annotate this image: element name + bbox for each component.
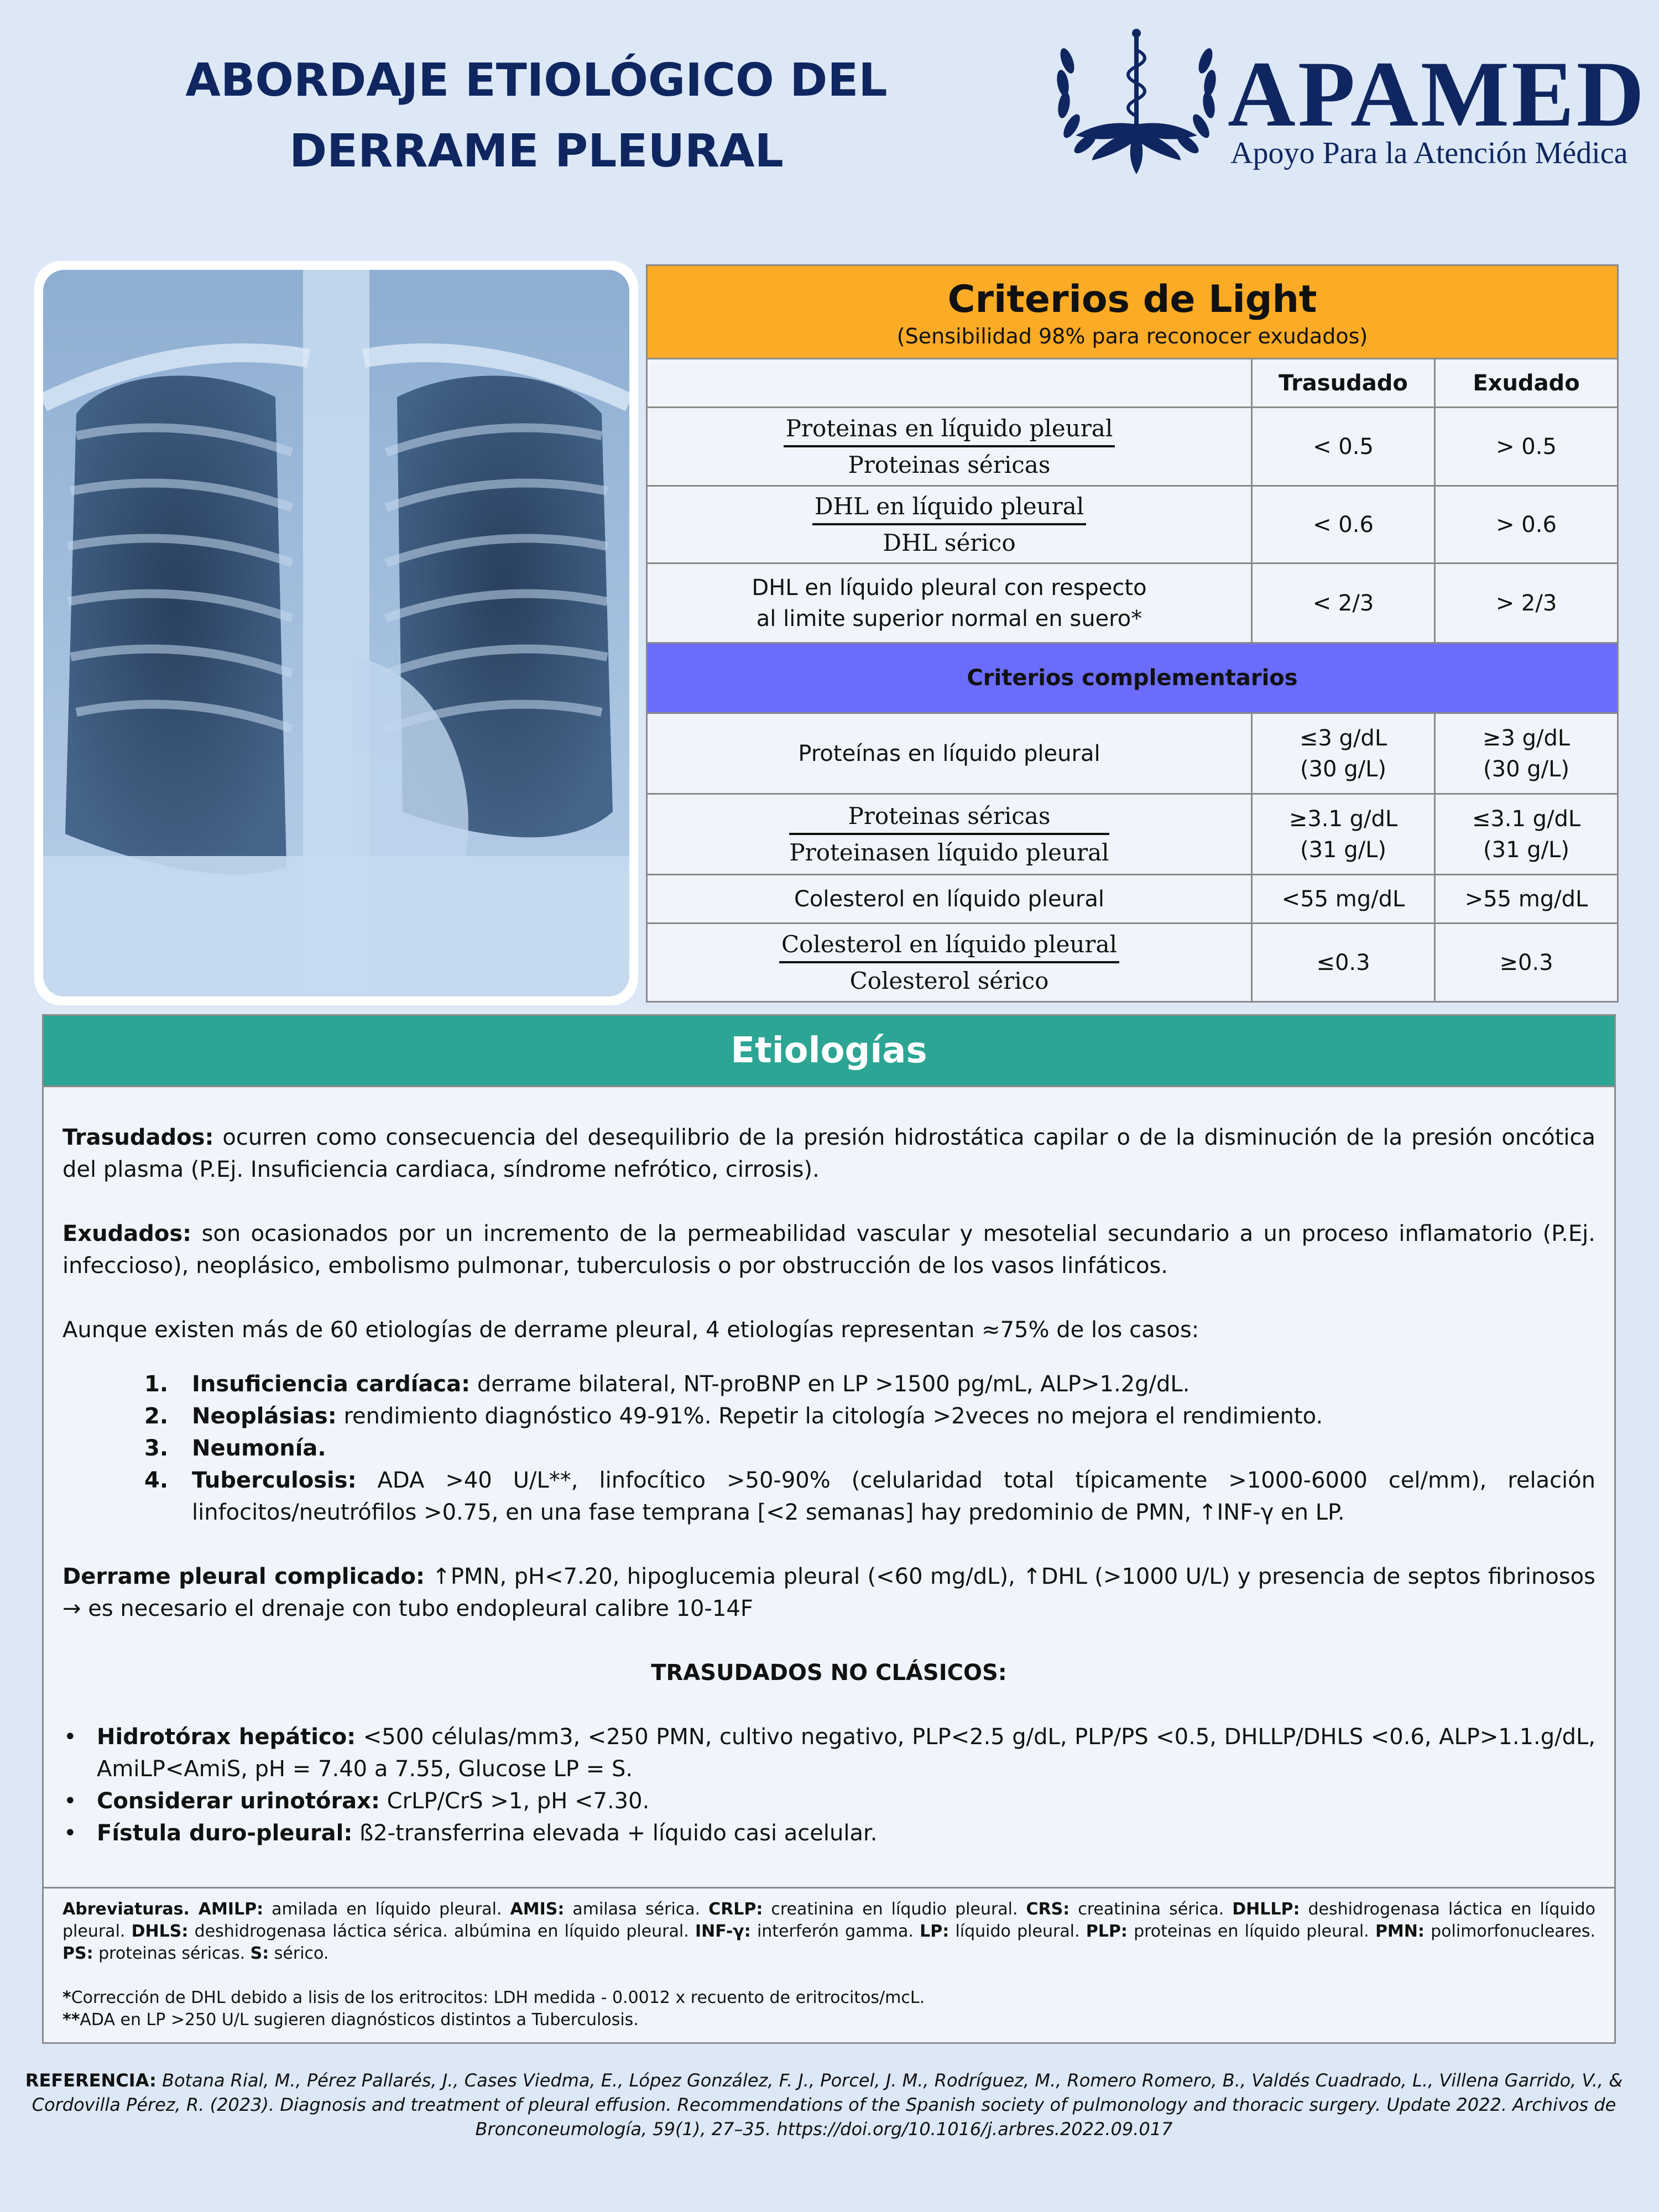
list-item-label: Insuficiencia cardíaca:: [192, 1371, 471, 1397]
list-item: [62, 1400, 1595, 1432]
brand-tagline: Apoyo Para la Atención Médica: [1230, 136, 1628, 170]
abbr-value: interferón gamma.: [750, 1922, 920, 1941]
derrame-complicado-text: ↑PMN, pH<7.20, hipoglucemia pleural (<60 mg/dL), ↑DHL (>1000 U/L) y presencia de septos fibrinosos → es necesario el drenaje con tubo endopleural calibre 10-14F: [62, 1564, 1595, 1621]
reference-label: REFERENCIA:: [25, 2070, 156, 2091]
bullet-text: <500 células/mm3, <250 PMN, cultivo negativo, PLP<2.5 g/dL, PLP/PS <0.5, DHLLP/DHLS <0.6, ALP>1.1.g/dL, AmiLP<AmiS, pH = 7.40 a 7.55, Glucose LP = S.: [97, 1724, 1595, 1782]
value-line2: (31 g/L): [1300, 837, 1386, 863]
etiologies-header: Etiologías: [44, 1016, 1614, 1087]
trasudado-value: <55 mg/dL: [1252, 875, 1435, 924]
col-header-trasudado: Trasudado: [1252, 359, 1435, 408]
bullet-label: Hidrotórax hepático:: [97, 1724, 356, 1750]
abbr-key: LP:: [920, 1922, 950, 1941]
fraction: [789, 801, 1109, 868]
trasudado-value: [1252, 794, 1435, 875]
derrame-complicado-paragraph: [62, 1561, 1595, 1625]
fraction-denominator: Proteinasen líquido pleural: [789, 838, 1109, 866]
trasudados-paragraph: [62, 1121, 1595, 1186]
bullet-label: Fístula duro-pleural:: [97, 1820, 353, 1846]
list-item: [62, 1432, 1595, 1464]
list-number: 1.: [144, 1371, 169, 1397]
etiologies-body: [44, 1087, 1614, 1849]
list-item-label: Neumonía.: [192, 1436, 326, 1461]
value-line1: ≥3 g/dL: [1482, 725, 1571, 751]
chest-xray-image: [43, 270, 629, 997]
list-item-label: Neoplásias:: [192, 1404, 337, 1429]
page-title: [149, 45, 924, 187]
abbr-value: líquido pleural.: [949, 1922, 1086, 1941]
table-row: [647, 486, 1618, 564]
brand-name: APAMED: [1228, 42, 1647, 146]
light-subtitle: (Sensibilidad 98% para reconocer exudados): [896, 324, 1368, 348]
light-title: Criterios de Light: [947, 278, 1317, 321]
etiologies-panel: [42, 1014, 1616, 2044]
abbreviations-section: [44, 1887, 1614, 2042]
fraction-denominator: Colesterol sérico: [849, 967, 1049, 994]
footnote-mark: **: [62, 2010, 80, 2030]
chest-xray-frame: [34, 261, 638, 1005]
trasudado-value: [1252, 713, 1435, 794]
abbr-value: deshidrogenasa láctica sérica. albúmina en líquido pleural.: [188, 1922, 695, 1941]
abbr-key: DHLS:: [131, 1922, 189, 1941]
exudado-value: > 0.6: [1435, 486, 1618, 564]
value-line2: (31 g/L): [1483, 837, 1569, 863]
criterion-label: [647, 408, 1252, 486]
trasudado-value: < 0.5: [1252, 408, 1435, 486]
bullet-text: CrLP/CrS >1, pH <7.30.: [379, 1788, 650, 1814]
reference: [11, 2068, 1637, 2141]
footnote-dhl: [62, 1987, 1595, 2009]
table-row: [647, 875, 1618, 924]
fraction-numerator: Proteinas séricas: [789, 801, 1109, 835]
criterion-label: [647, 794, 1252, 875]
abbr-key: PLP:: [1086, 1922, 1128, 1941]
abbr-value: proteinas en líquido pleural.: [1127, 1922, 1375, 1941]
table-row: [647, 408, 1618, 486]
trasudado-value: < 0.6: [1252, 486, 1435, 564]
criterion-label: [647, 486, 1252, 564]
chest-xray-illustration: [43, 270, 629, 997]
list-item-text: derrame bilateral, NT-proBNP en LP >1500 pg/mL, ALP>1.2g/dL.: [470, 1371, 1190, 1397]
title-line-1: ABORDAJE ETIOLÓGICO DEL: [185, 54, 888, 107]
abbr-key: CRLP:: [708, 1900, 763, 1919]
fraction-numerator: Proteinas en líquido pleural: [784, 413, 1115, 447]
empty-header-cell: [647, 359, 1252, 408]
etiologies-intro: Aunque existen más de 60 etiologías de derrame pleural, 4 etiologías representan ≈75% de los casos:: [62, 1317, 1199, 1343]
fraction-numerator: Colesterol en líquido pleural: [779, 929, 1119, 963]
fraction-numerator: DHL en líquido pleural: [812, 491, 1086, 525]
table-row: [647, 794, 1618, 875]
footnote-text: Corrección de DHL debido a lisis de los eritrocitos: LDH medida - 0.0012 x recuento de eritrocitos/mcL.: [71, 1988, 925, 2007]
exudado-value: ≥0.3: [1435, 924, 1618, 1002]
fraction-denominator: Proteinas séricas: [848, 451, 1051, 478]
exudados-paragraph: [62, 1218, 1595, 1282]
abbr-key: CRS:: [1026, 1900, 1070, 1919]
criterion-label: Colesterol en líquido pleural: [647, 875, 1252, 924]
abbr-value: sérico.: [269, 1944, 329, 1963]
list-item: [62, 1817, 1595, 1849]
no-clasicos-list: [62, 1721, 1595, 1849]
apamed-logo: [1045, 28, 1647, 194]
value-line2: (30 g/L): [1300, 756, 1386, 782]
footnote-ada: [62, 2009, 1595, 2031]
fraction: [784, 413, 1115, 481]
list-item: [62, 1464, 1595, 1528]
value-line1: ≤3 g/dL: [1299, 725, 1387, 751]
abbr-key: S:: [250, 1944, 269, 1963]
abbr-key: PMN:: [1375, 1922, 1425, 1941]
criterion-label-line1: DHL en líquido pleural con respecto: [752, 575, 1147, 601]
abbr-value: proteinas séricas.: [93, 1944, 251, 1963]
list-item-label: Tuberculosis:: [192, 1468, 357, 1493]
abbreviations-paragraph: [62, 1898, 1595, 1965]
abbr-value: deshidrogenasa láctica en líquido pleural.: [62, 1900, 1596, 1941]
abbr-key: INF-γ:: [695, 1922, 751, 1941]
bullet-text: ß2-transferrina elevada + líquido casi acelular.: [352, 1820, 878, 1846]
fraction-denominator: DHL sérico: [883, 529, 1016, 556]
complementary-criteria-header: Criterios complementarios: [647, 643, 1618, 713]
bullet-label: Considerar urinotórax:: [97, 1788, 380, 1814]
derrame-complicado-label: Derrame pleural complicado:: [62, 1564, 425, 1589]
abbr-key: DHLLP:: [1232, 1900, 1300, 1919]
footnote-text: ADA en LP >250 U/L sugieren diagnósticos distintos a Tuberculosis.: [80, 2010, 639, 2030]
exudado-value: >55 mg/dL: [1435, 875, 1618, 924]
col-header-exudado: Exudado: [1435, 359, 1618, 408]
title-line-2: DERRAME PLEURAL: [289, 125, 784, 178]
no-clasicos-heading: TRASUDADOS NO CLÁSICOS:: [651, 1660, 1007, 1686]
table-row: [647, 564, 1618, 643]
abbr-value: amilasa sérica.: [564, 1900, 709, 1919]
reference-text: Botana Rial, M., Pérez Pallarés, J., Cases Viedma, E., López González, F. J., Porcel, J. M., Rodríguez, M., Romero Romero, B., Valdés Cuadrado, L., Villena Garrido, V., & Cordovilla Pérez, R. (2023). Diagnosis and treatment of pleural effusion. Recommendations of the Spanish society of pulmonology and thoracic surgery. Update 2022. Archivos de Bronconeumología, 59(1), 27–35. https://doi.org/10.1016/j.arbres.2022.09.017: [32, 2070, 1623, 2140]
abbr-key: AMIS:: [510, 1900, 565, 1919]
exudado-value: > 0.5: [1435, 408, 1618, 486]
abbr-value: polimorfonucleares.: [1424, 1922, 1595, 1941]
criterion-label: [647, 564, 1252, 643]
trasudados-text: ocurren como consecuencia del desequilibrio de la presión hidrostática capilar o de la disminución de la presión oncótica del plasma (P.Ej. Insuficiencia cardiaca, síndrome nefrótico, cirrosis).: [62, 1125, 1595, 1182]
list-number: 3.: [144, 1436, 169, 1461]
table-row: [647, 713, 1618, 794]
list-item-text: rendimiento diagnóstico 49-91%. Repetir la citología >2veces no mejora el rendimiento.: [336, 1404, 1323, 1429]
trasudado-value: < 2/3: [1252, 564, 1435, 643]
list-item: [62, 1368, 1595, 1400]
list-number: 4.: [144, 1468, 169, 1493]
fraction: [779, 929, 1119, 997]
footnote-mark: *: [62, 1988, 71, 2007]
criterion-label: Proteínas en líquido pleural: [647, 713, 1252, 794]
exudado-value: > 2/3: [1435, 564, 1618, 643]
abbr-value: creatinina sérica.: [1070, 1900, 1233, 1919]
list-item-text: ADA >40 U/L**, linfocítico >50-90% (celularidad total típicamente >1000-6000 cel/mm), relación linfocitos/neutrófilos >0.75, en una fase temprana [<2 semanas] hay predominio de PMN, ↑INF-γ en LP.: [192, 1468, 1595, 1525]
exudados-text: son ocasionados por un incremento de la permeabilidad vascular y mesotelial secundario a un proceso inflamatorio (P.Ej. infeccioso), neoplásico, embolismo pulmonar, tuberculosis o por obstrucción de los vasos linfáticos.: [62, 1221, 1595, 1279]
value-line1: ≤3.1 g/dL: [1472, 806, 1581, 832]
abbr-value: amilada en líquido pleural.: [263, 1900, 510, 1919]
list-item: [62, 1721, 1595, 1785]
abbr-value: creatinina en líqudio pleural.: [763, 1900, 1026, 1919]
value-line1: ≥3.1 g/dL: [1288, 806, 1398, 832]
abbr-key: Abreviaturas. AMILP:: [62, 1900, 264, 1919]
caduceus-eagle-laurel-icon: [1045, 28, 1228, 194]
list-item: [62, 1785, 1595, 1817]
criterion-label: [647, 924, 1252, 1002]
exudado-value: [1435, 794, 1618, 875]
list-number: 2.: [144, 1404, 169, 1429]
criterion-label-line2: al limite superior normal en suero*: [756, 606, 1142, 632]
table-row: [647, 924, 1618, 1002]
light-criteria-header: [647, 265, 1618, 359]
exudado-value: [1435, 713, 1618, 794]
criteria-table: [646, 264, 1619, 1003]
exudados-label: Exudados:: [62, 1221, 192, 1246]
etiologies-list: [62, 1368, 1595, 1528]
fraction: [812, 491, 1086, 559]
abbr-key: PS:: [62, 1944, 93, 1963]
value-line2: (30 g/L): [1483, 756, 1569, 782]
trasudado-value: ≤0.3: [1252, 924, 1435, 1002]
trasudados-label: Trasudados:: [62, 1125, 214, 1150]
